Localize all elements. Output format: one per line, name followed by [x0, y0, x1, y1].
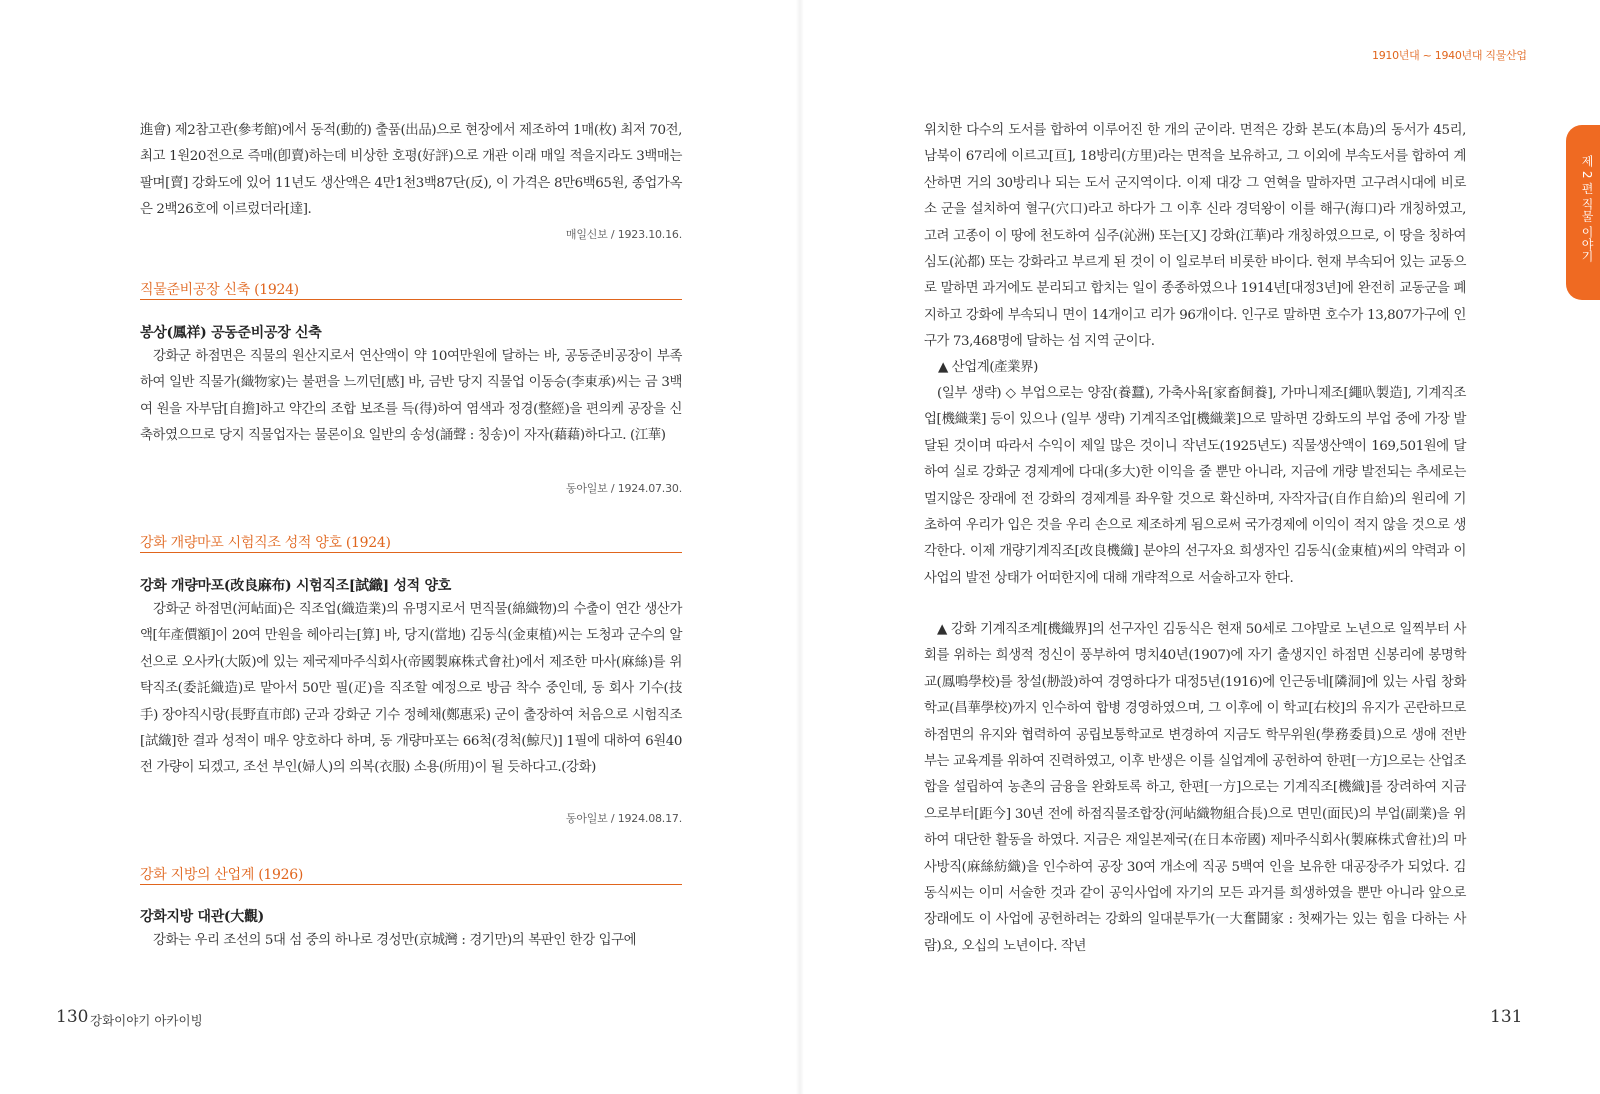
subsection-marker: ▲ 산업계(產業界) — [938, 360, 1038, 375]
page-number: 130 — [56, 1007, 89, 1027]
section-divider — [140, 552, 682, 553]
section-divider — [140, 299, 682, 300]
article-body: (일부 생략) ◇ 부업으로는 양잠(養蠶), 가축사육[家畜飼養], 가마니제조[繩叺製造], 기계직조업[機織業] 등이 있으나 (일부 생략) 기계직조업[機織業]으로 말하면 강화도의 부업 중에 가장 발달된 것이며 따라서 수익이 제일 많은 것이니 작년도(1925년도) 직물생산액이 169,501원에 달하여 실로 강화군 경제계에 다대(多大)한 이익을 줄 뿐만 아니라, 지금에 개량 발전되는 추세로는 멀지않은 장래에 전 강화의 경제계를 좌우할 것으로 확신하며, 자작자급(自作自給)의 원리에 기초하여 우리가 입은 것을 우리 손으로 제조하게 됨으로써 국가경제에 이익이 적지 않을 것으로 생각한다. 이제 개량기계직조[改良機織] 분야의 선구자요 희생자인 김동식(金東植)씨의 약력과 이 사업의 발전 상태가 어떠한지에 대해 개략적으로 서술하고자 한다. — [924, 386, 1466, 586]
page-number: 131 — [1490, 1007, 1523, 1027]
section-heading: 강화 개량마포 시험직조 성적 양호 (1924) — [140, 535, 391, 551]
source-citation: 동아일보 / 1924.08.17. — [565, 812, 682, 825]
article-body: 강화는 우리 조선의 5대 섬 중의 하나로 경성만(京城灣 : 경기만)의 복판인 한강 입구에 — [153, 933, 637, 948]
chapter-tab[interactable] — [1566, 125, 1600, 300]
chapter-tab-label: 제 2 편 직물 이야기 — [1580, 155, 1594, 262]
article-title: 강화지방 대관(大觀) — [140, 909, 264, 925]
source-citation: 매일신보 / 1923.10.16. — [565, 228, 682, 241]
source-citation: 동아일보 / 1924.07.30. — [565, 482, 682, 495]
running-header: 1910년대 ~ 1940년대 직물산업 — [1372, 49, 1527, 62]
book-title-footer: 강화이야기 아카이빙 — [90, 1013, 203, 1028]
article-body: ▲ 강화 기계직조계[機織界]의 선구자인 김동식은 현재 50세로 그야말로 노년으로 일찍부터 사회를 위하는 희생적 정신이 풍부하여 명치40년(1907)에 자기 출생지인 하점면 신봉리에 봉명학교(鳳鳴學校)를 창설(刱設)하여 경영하다가 대정5년(1916)에 인근동네[隣洞]에 있는 사립 창화학교(昌華學校)까지 인수하여 합병 경영하였으며, 그 이후에 이 학교[右校]의 유지가 곤란하므로 하점면의 유지와 협력하여 공립보통학교로 변경하여 지금도 학무위원(學務委員)으로 생애 전반부는 교육계를 위하여 진력하였고, 이후 반생은 이를 실업계에 공헌하여 한편[一方]으로는 산업조합을 설립하여 농촌의 금융을 완화토록 하고, 한편[一方]으로는 기계직조[機織]를 장려하여 지금으로부터[距今] 30년 전에 하점직물조합장(河岾織物組合長)으로 면민(面民)의 부업(副業)을 위하여 대단한 활동을 하였다. 지금은 재일본제국(在日本帝國) 제마주식회사(製麻株式會社)의 마사방직(麻絲紡織)을 인수하여 공장 30여 개소에 직공 5백여 인을 보유한 대공장주가 되었다. 김동식씨는 이미 서술한 것과 같이 공익사업에 자기의 모든 과거를 희생하였을 뿐만 아니라 앞으로 장래에도 이 사업에 공헌하려는 강화의 일대분투가(一大奮鬪家 : 첫째가는 있는 힘을 다하는 사람)요, 오십의 노년이다. 작년 — [924, 622, 1466, 954]
article-body: 강화군 하점면은 직물의 원산지로서 연산액이 약 10여만원에 달하는 바, 공동준비공장이 부족하여 일반 직물가(織物家)는 불편을 느끼던[感] 바, 금반 당지 직물업 이동승(李東承)씨는 금 3백여 원을 자부담[自擔]하고 약간의 조합 보조를 득(得)하여 염색과 정경(整經)을 편의케 공장을 신축하였으므로 당지 직물업자는 물론이요 일반의 송성(誦聲 : 칭송)이 자자(藉藉)하다고. (江華) — [140, 349, 682, 444]
article-body: 위치한 다수의 도서를 합하여 이루어진 한 개의 군이라. 면적은 강화 본도(本島)의 동서가 45리, 남북이 67리에 이르고[亘], 18방리(方里)라는 면적을 보유하고, 그 이외에 부속도서를 합하여 계산하면 거의 30방리나 되는 도서 군지역이다. 이제 대강 그 연혁을 말하자면 고구려시대에 비로소 군을 설치하여 혈구(穴口)라고 하다가 그 이후 신라 경덕왕이 이를 해구(海口)라 개칭하였고, 고려 고종이 이 땅에 천도하여 심주(沁洲) 또는[又] 강화(江華)라 개칭하였으므로, 이 땅을 칭하여 심도(沁都) 또는 강화라고 부르게 된 것이 이 일로부터 비롯한 바이다. 현재 부속되어 있는 교동으로 말하면 과거에도 분리되고 합치는 일이 종종하였으나 1914년[대정3년]에 완전히 교동군을 폐지하고 강화에 부속되니 면이 14개이고 리가 96개이다. 인구로 말하면 호수가 13,807가구에 인구가 73,468명에 달하는 섬 지역 군이다. — [924, 123, 1466, 350]
section-divider — [140, 884, 682, 885]
right-page — [800, 0, 1600, 1094]
article-title: 봉상(鳳祥) 공동준비공장 신축 — [140, 325, 322, 341]
article-title: 강화 개량마포(改良麻布) 시험직조[試織] 성적 양호 — [140, 578, 451, 594]
continued-article-text: 進會) 제2참고관(參考館)에서 동적(動的) 출품(出品)으로 현장에서 제조하여 1매(枚) 최저 70전, 최고 1원20전으로 즉매(卽賣)하는데 비상한 호평(好評)으로 개관 이래 매일 적을지라도 3백매는 팔며[賣] 강화도에 있어 11년도 생산액은 4만1천3백87단(反), 이 가격은 8만6백65원, 종업가옥은 2백26호에 이르렀더라[達]. — [140, 123, 682, 218]
section-heading: 직물준비공장 신축 (1924) — [140, 282, 299, 298]
article-body: 강화군 하점면(河岾面)은 직조업(織造業)의 유명지로서 면직물(綿織物)의 수출이 연간 생산가액[年產價額]이 20여 만원을 헤아리는[算] 바, 당지(當地) 김동식(金東植)씨는 도청과 군수의 알선으로 오사카(大阪)에 있는 제국제마주식회사(帝國製麻株式會社)에서 제조한 마사(麻絲)를 위탁직조(委託織造)로 맡아서 50만 필(疋)을 직조할 예정으로 방금 착수 중인데, 동 회사 기수(技手) 장야직시랑(長野直市郎) 군과 강화군 기수 정혜채(鄭惠采) 군이 출장하여 처음으로 시험직조[試織]한 결과 성적이 매우 양호하다 하며, 동 개량마포는 66척(경척(鯨尺)] 1필에 대하여 6원40전 가량이 되겠고, 조선 부인(婦人)의 의복(衣服) 소용(所用)이 될 듯하다고.(강화) — [140, 602, 682, 776]
section-heading: 강화 지방의 산업계 (1926) — [140, 867, 303, 883]
